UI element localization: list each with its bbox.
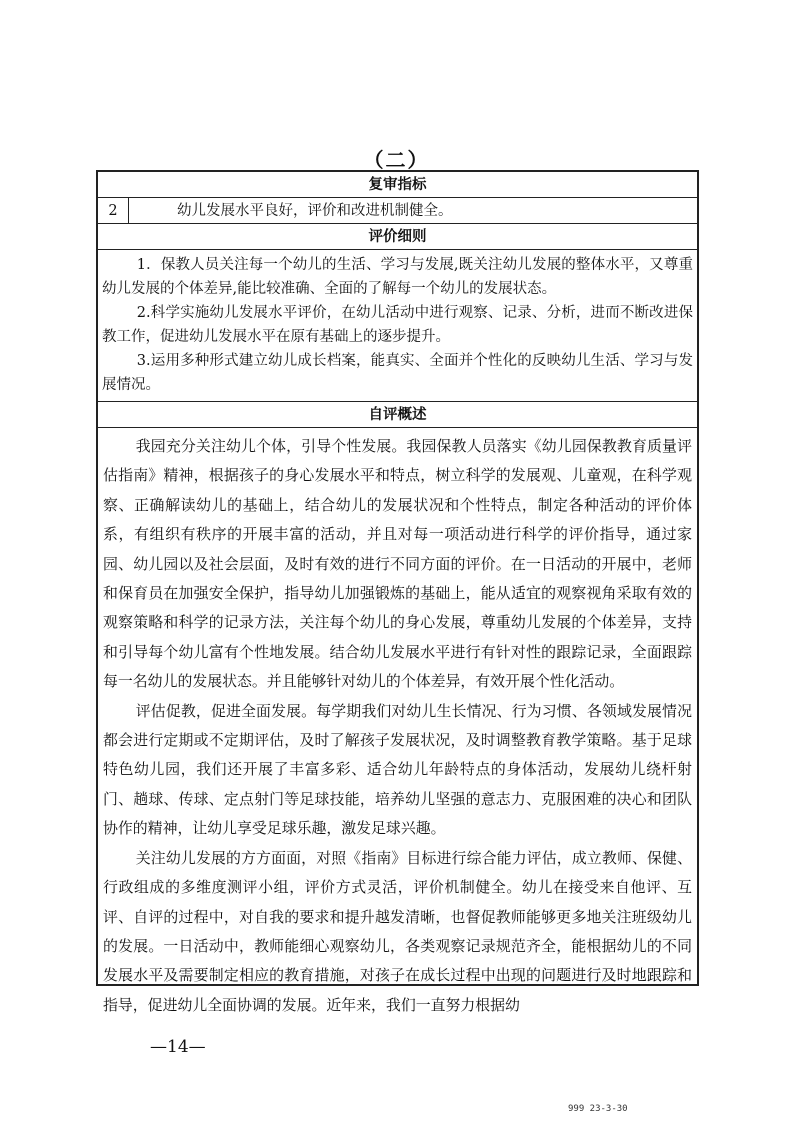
section-title: （二）: [363, 148, 430, 172]
detail-item: 2.科学实施幼儿发展水平评价，在幼儿活动中进行观察、记录、分析，进而不断改进保教工作，促进幼儿发展水平在原有基础上的逐步提升。: [102, 305, 693, 345]
self-assessment-header: 自评概述: [98, 402, 697, 428]
review-indicator-header: 复审指标: [98, 172, 697, 198]
overview-paragraph: 我园充分关注幼儿个体，引导个性发展。我园保教人员落实《幼儿园保教教育质量评估指南》精神，根据孩子的身心发展水平和特点，树立科学的发展观、儿童观，在科学观察、正确解读幼儿的基础上，结合幼儿的发展状况和个性特点，制定各种活动的评价体系，有组织有秩序的开展丰富的活动，并且对每一项活动进行科学的评价指导，通过家园、幼儿园以及社会层面，及时有效的进行不同方面的评价。在一日活动的开展中，老师和保育员在加强安全保护，指导幼儿加强锻炼的基础上，能从适宜的观察视角采取有效的观察策略和科学的记录方法，关注每个幼儿的身心发展，尊重幼儿发展的个体差异，支持和引导每个幼儿富有个性地发展。结合幼儿发展水平进行有针对性的跟踪记录，全面跟踪每一名幼儿的发展状态。并且能够针对幼儿的个体差异，有效开展个性化活动。: [103, 437, 692, 691]
overview-paragraph: 评估促教，促进全面发展。每学期我们对幼儿生长情况、行为习惯、各领域发展情况都会进行定期或不定期评估，及时了解孩子发展状况，及时调整教育教学策略。基于足球特色幼儿园，我们还开展了丰富多彩、适合幼儿年龄特点的身体活动，发展幼儿绕杆射门、趟球、传球、定点射门等足球技能，培养幼儿坚强的意志力、克服困难的决心和团队协作的精神，让幼儿享受足球乐趣，激发足球兴趣。: [103, 701, 692, 838]
evaluation-details-header: 评价细则: [98, 224, 697, 250]
indicator-text: 幼儿发展水平良好，评价和改进机制健全。: [177, 203, 453, 219]
overview-paragraph: 关注幼儿发展的方方面面，对照《指南》目标进行综合能力评估，成立教师、保健、行政组成的多维度测评小组，评价方式灵活，评价机制健全。幼儿在接受来自他评、互评、自评的过程中，对自我的要求和提升越发清晰，也督促教师能够更多地关注班级幼儿的发展。一日活动中，教师能细心观察幼儿，各类观察记录规范齐全，能根据幼儿的不同发展水平及需要制定相应的教育措施，对孩子在成长过程中出现的问题进行及时地跟踪和指导，促进幼儿全面协调的发展。近年来，我们一直努力根据幼: [103, 848, 692, 1014]
page-number: —14—: [150, 1037, 206, 1057]
evaluation-details: [98, 250, 697, 402]
indicator-index: 2: [98, 198, 129, 223]
detail-item: 3.运用多种形式建立幼儿成长档案，能真实、全面并个性化的反映幼儿生活、学习与发展情况。: [102, 353, 693, 393]
footer-stamp: 999 23-3-30: [568, 1104, 628, 1114]
self-assessment-body: [98, 428, 697, 1014]
detail-item: 1．保教人员关注每一个幼儿的生活、学习与发展,既关注幼儿发展的整体水平，又尊重幼儿发展的个体差异,能比较准确、全面的了解每一个幼儿的发展状态。: [102, 257, 693, 297]
indicator-row: [98, 198, 697, 224]
review-table: [96, 170, 699, 1014]
